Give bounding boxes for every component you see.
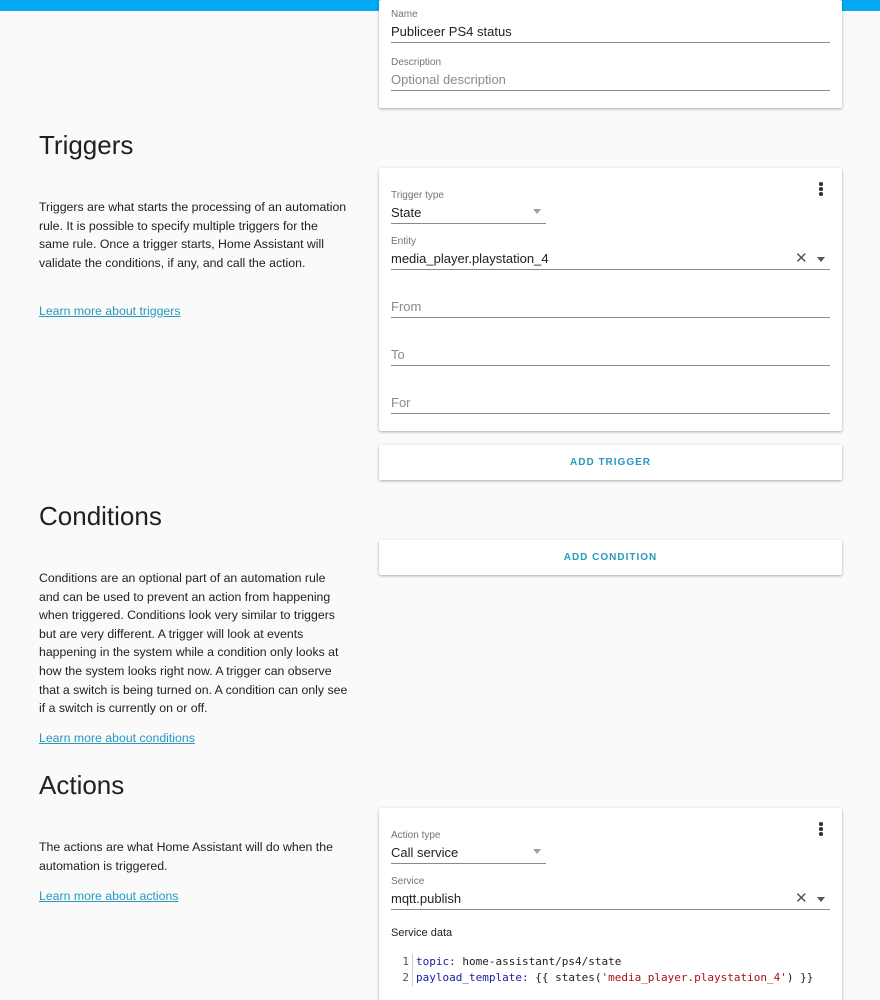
conditions-description: Conditions are an optional part of an automation rule and can be used to prevent an action from happening when triggered. Conditions look very similar to triggers but are very different. A trigger will look at events happening in the system while a condition only looks at how the system looks right now. A trigger can observe that a switch is being turned on. A condition can only see if a switch is currently on or off.: [39, 571, 348, 716]
dots-vertical-icon[interactable]: [811, 818, 831, 838]
name-input[interactable]: Publiceer PS4 status: [391, 24, 830, 43]
triggers-description: Triggers are what starts the processing of an automation rule. It is possible to specify multiple triggers for the same rule. Once a trigger starts, Home Assistant will validate the conditions, if any, and call the action.: [39, 200, 347, 270]
trigger-type-value[interactable]: State: [391, 205, 546, 224]
line-number: 2: [391, 970, 413, 986]
code-string: 'media_player.playstation_4': [601, 971, 787, 984]
code-key: topic:: [416, 955, 456, 968]
action-card: [379, 808, 842, 1000]
service-data-editor[interactable]: [391, 954, 830, 986]
add-trigger-button[interactable]: ADD TRIGGER: [379, 445, 842, 480]
add-condition-button[interactable]: ADD CONDITION: [379, 540, 842, 575]
entity-field[interactable]: [391, 236, 830, 270]
chevron-down-icon: [533, 209, 541, 214]
description-field[interactable]: [391, 57, 830, 91]
actions-title: Actions: [39, 770, 125, 800]
for-input[interactable]: For: [391, 395, 830, 414]
code-line: [391, 954, 830, 970]
service-dropdown-icon[interactable]: [817, 897, 825, 902]
from-field[interactable]: [391, 299, 830, 318]
triggers-title: Triggers: [39, 130, 134, 160]
code-key: payload_template:: [416, 971, 529, 984]
description-input[interactable]: Optional description: [391, 72, 830, 91]
service-field[interactable]: [391, 876, 830, 910]
conditions-title: Conditions: [39, 501, 162, 531]
automation-info-card: [379, 0, 842, 108]
service-input[interactable]: mqtt.publish: [391, 891, 830, 910]
clear-icon[interactable]: ✕: [795, 250, 808, 267]
actions-description: The actions are what Home Assistant will do when the automation is triggered.: [39, 840, 333, 873]
code-value: {{ states(: [528, 971, 602, 984]
to-field[interactable]: [391, 347, 830, 366]
code-line: [391, 970, 830, 986]
learn-more-actions-link[interactable]: Learn more about actions: [39, 889, 179, 903]
trigger-type-select[interactable]: [391, 190, 546, 224]
learn-more-triggers-link[interactable]: Learn more about triggers: [39, 304, 181, 318]
to-input[interactable]: To: [391, 347, 830, 366]
trigger-type-label: Trigger type: [391, 190, 444, 201]
from-input[interactable]: From: [391, 299, 830, 318]
learn-more-conditions-link[interactable]: Learn more about conditions: [39, 731, 195, 745]
for-field[interactable]: [391, 395, 830, 414]
service-label: Service: [391, 876, 425, 887]
trigger-card: [379, 168, 842, 431]
action-type-label: Action type: [391, 830, 441, 841]
description-label: Description: [391, 57, 442, 68]
entity-dropdown-icon[interactable]: [817, 257, 825, 262]
action-type-select[interactable]: [391, 830, 546, 864]
service-data-label: Service data: [391, 927, 453, 939]
name-field[interactable]: [391, 9, 830, 43]
action-type-value[interactable]: Call service: [391, 845, 546, 864]
clear-icon[interactable]: ✕: [795, 890, 808, 907]
code-value-tail: ) }}: [786, 971, 814, 984]
dots-vertical-icon[interactable]: [811, 178, 831, 198]
name-label: Name: [391, 9, 418, 20]
entity-label: Entity: [391, 236, 417, 247]
line-number: 1: [391, 954, 413, 970]
chevron-down-icon: [533, 849, 541, 854]
entity-input[interactable]: media_player.playstation_4: [391, 251, 830, 270]
code-value: home-assistant/ps4/state: [455, 955, 622, 968]
